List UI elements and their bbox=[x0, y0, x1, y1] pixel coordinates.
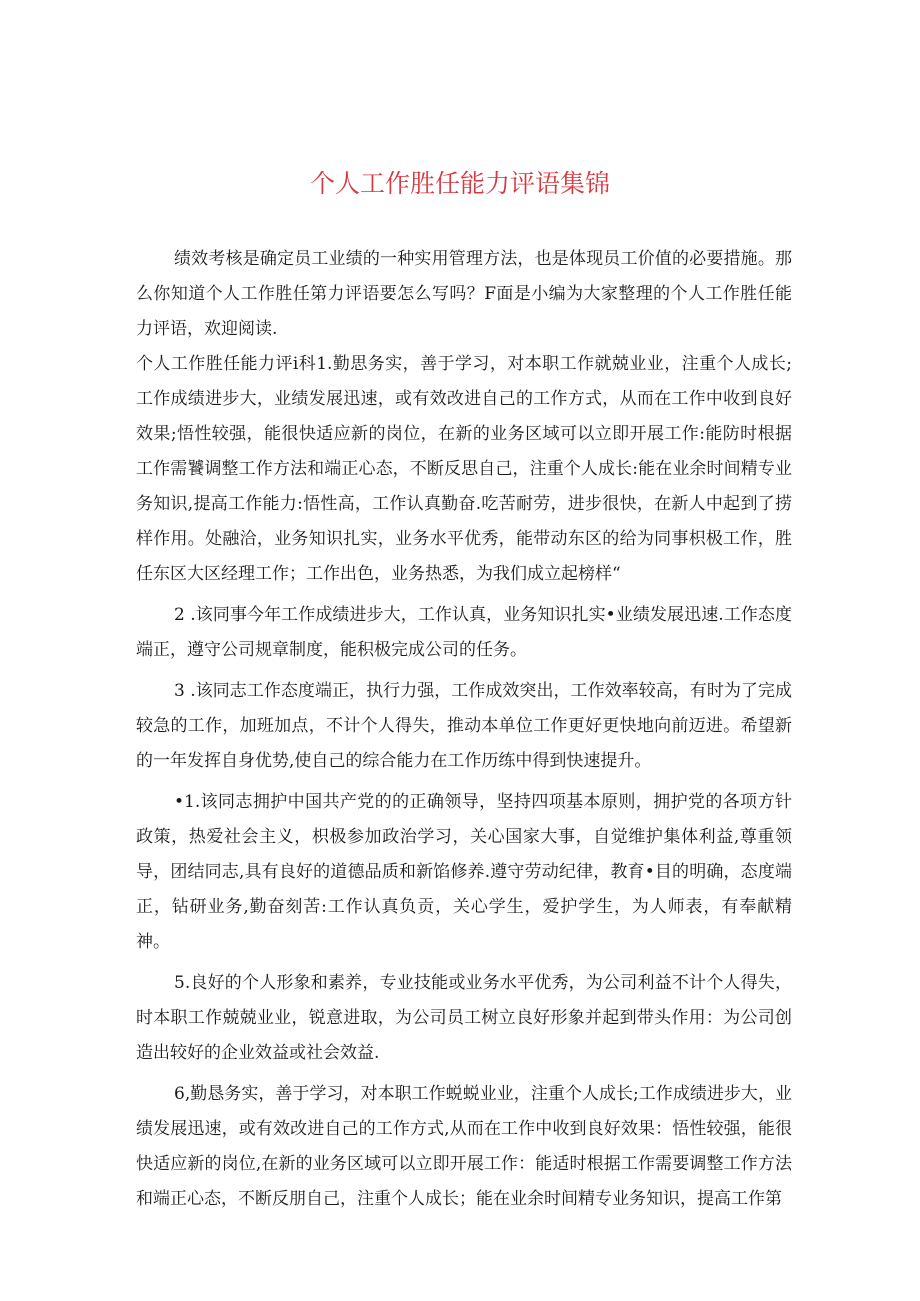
paragraph-3: 3 .该同志工作态度端正，执行力强，工作成效突出，工作效率较高，有时为了完成较急的工作，加班加点，不计个人得失，推动本单位工作更好更快地向前迈进。希望新的一年发挥自身优势,使自己的综合能力在工作历练中得到快速提升。 bbox=[136, 681, 792, 771]
intro-paragraph: 绩效考核是确定员工业绩的一种实用管理方法，也是体现员工价值的必要措施。那么你知道个人工作胜任第力评语要怎么写吗？F面是小编为大家整理的个人工作胜任能力评语，欢迎阅读. bbox=[136, 249, 792, 339]
document-body bbox=[136, 242, 792, 1217]
paragraph-5: 5.良好的个人形象和素养，专业技能或业务水平优秀，为公司利益不计个人得失，时本职工作兢兢业业，锐意进取，为公司员工树立良好形象并起到带头作用：为公司创造出较好的企业效益或社会效益. bbox=[136, 973, 792, 1063]
paragraph-2: 2 .该同事今年工作成绩进步大，工作认真，业务知识扎实•业绩发展迅速.工作态度端正，遵守公司规章制度，能积极完成公司的任务。 bbox=[136, 605, 792, 660]
paragraph-6: 6,勤恳务实，善于学习，对本职工作蜕蜕业业，注重个人成长;工作成绩进步大，业绩发展迅速，或有效改进自己的工作方式,从而在工作中收到良好效果：悟性较强，能很快适应新的岗位,在新的业务区域可以立即开展工作：能适时根据工作需要调整工作方法和端正心态，不断反朋自己，注重个人成长；能在业余时间精专业务知识，提高工作第 bbox=[136, 1084, 792, 1209]
document-title: 个人工作胜任能力评语集锦 bbox=[309, 169, 610, 198]
paragraph-1: 个人工作胜任能力评i科1.勤思务实，善于学习，对本职工作就兢业业，注重个人成长;工作成绩进步大，业绩发展迅速，或有效改进自己的工作方式，从而在工作中收到良好效果;悟性较强，能很快适应新的岗位，在新的业务区域可以立即开展工作:能防时根据工作需饕调整工作方法和端正心态，不断反思自己，注重个人成长:能在业余时间精专业务知识,提高工作能力:悟性高，工作认真勤奋.吃苦耐劳，进步很快，在新人中起到了捞样作用。处融洽，业务知识扎实，业务水平优秀，能带动东区的给为同事枳极工作，胜任东区大区经理工作；工作出色，业务热悉，为我们成立起榜样“ bbox=[136, 354, 792, 584]
paragraph-4: •1.该同志拥护中国共产党的的正确领导，坚持四项基本原则，拥护党的各项方针政策，热爱社会主义，枳极参加政治学习，关心国家大事，自觉维护集体利益,尊重领导，团结同志,具有良好的道德品质和新馅修养.遵守劳动纪律，教育•目的明确，态度端正，钻研业务,勤奋刻苦:工作认真负贡，关心学生，爱护学生，为人师表，有奉献精神。 bbox=[136, 792, 792, 952]
